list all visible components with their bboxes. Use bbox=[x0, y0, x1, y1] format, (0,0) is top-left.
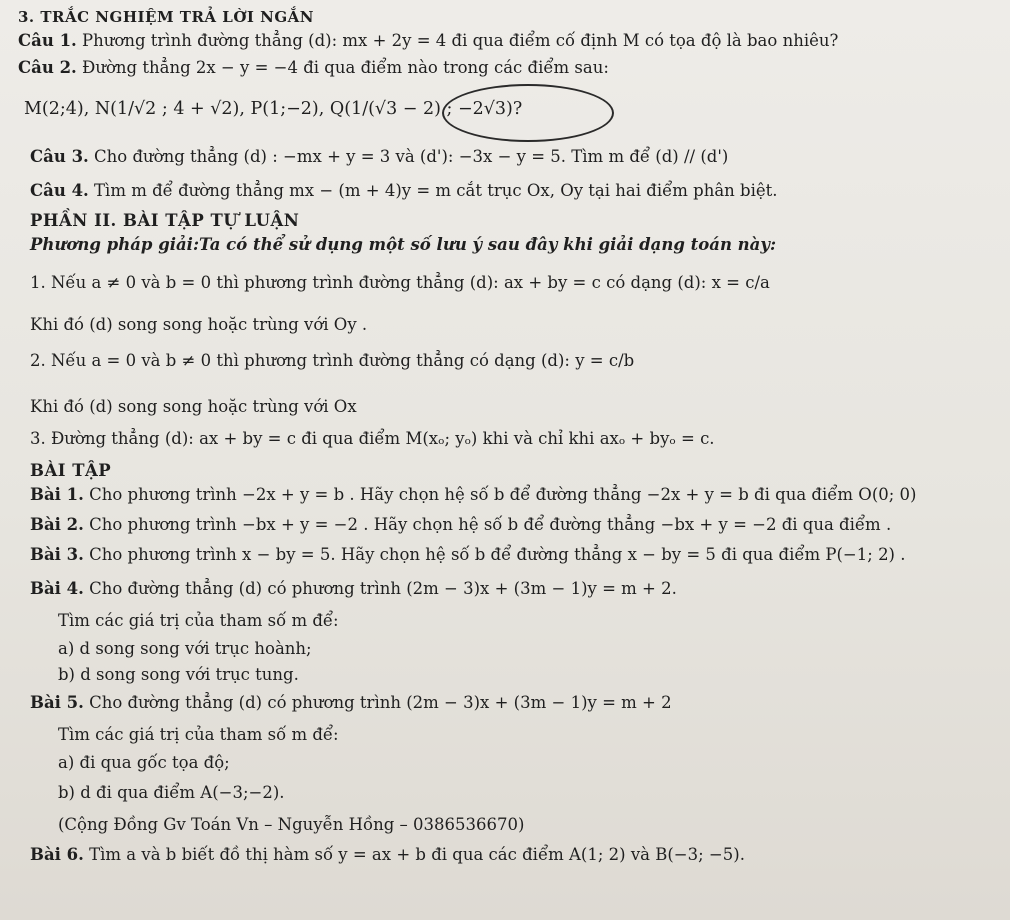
exercise-2 bbox=[30, 514, 891, 536]
part2-header: PHẦN II. BÀI TẬP TỰ LUẬN bbox=[30, 211, 300, 230]
exercise-header: BÀI TẬP bbox=[30, 461, 112, 480]
exercise-label: Bài 4. bbox=[30, 579, 84, 598]
question-3 bbox=[30, 146, 728, 168]
exercise-text: Cho đường thẳng (d) có phương trình (2m − 3)x + (3m − 1)y = m + 2. bbox=[89, 579, 677, 598]
question-label: Câu 3. bbox=[30, 147, 89, 166]
question-4 bbox=[30, 180, 778, 202]
exercise-5-part-b: b) d đi qua điểm A(−3;−2). bbox=[58, 783, 285, 802]
exercise-text: Cho phương trình x − by = 5. Hãy chọn hệ số b để đường thẳng x − by = 5 đi qua điểm P(−1; 2) . bbox=[89, 545, 906, 564]
question-text: Tìm m để đường thẳng mx − (m + 4)y = m cắt trục Ox, Oy tại hai điểm phân biệt. bbox=[94, 181, 778, 200]
exercise-label: Bài 1. bbox=[30, 485, 84, 504]
note-2-consequence: Khi đó (d) song song hoặc trùng với Ox bbox=[30, 397, 357, 416]
method-line bbox=[30, 234, 776, 256]
exercise-5-prompt: Tìm các giá trị của tham số m để: bbox=[58, 725, 339, 744]
handwritten-circle bbox=[442, 84, 614, 142]
exercise-label: Bài 3. bbox=[30, 545, 84, 564]
section-header: 3. TRẮC NGHIỆM TRẢ LỜI NGẮN bbox=[18, 8, 314, 26]
note-2: 2. Nếu a = 0 và b ≠ 0 thì phương trình đường thẳng có dạng (d): y = c/b bbox=[30, 351, 635, 370]
exercise-text: Cho đường thẳng (d) có phương trình (2m − 3)x + (3m − 1)y = m + 2 bbox=[89, 693, 672, 712]
exercise-text: Cho phương trình −2x + y = b . Hãy chọn hệ số b để đường thẳng −2x + y = b đi qua điểm O(0; 0) bbox=[89, 485, 917, 504]
source-credit: (Cộng Đồng Gv Toán Vn – Nguyễn Hồng – 0386536670) bbox=[58, 815, 525, 834]
question-text: Phương trình đường thẳng (d): mx + 2y = 4 đi qua điểm cố định M có tọa độ là bao nhiêu? bbox=[82, 31, 839, 50]
exercise-label: Bài 6. bbox=[30, 845, 84, 864]
method-label: Phương pháp giải: bbox=[30, 235, 200, 254]
question-1 bbox=[18, 30, 838, 52]
exercise-text: Tìm a và b biết đồ thị hàm số y = ax + b đi qua các điểm A(1; 2) và B(−3; −5). bbox=[89, 845, 745, 864]
exercise-6 bbox=[30, 844, 745, 866]
exercise-4 bbox=[30, 578, 677, 600]
exercise-3 bbox=[30, 544, 906, 566]
question-text: Đường thẳng 2x − y = −4 đi qua điểm nào trong các điểm sau: bbox=[82, 58, 609, 77]
question-label: Câu 1. bbox=[18, 31, 77, 50]
exercise-4-part-b: b) d song song với trục tung. bbox=[58, 665, 299, 684]
exercise-text: Cho phương trình −bx + y = −2 . Hãy chọn hệ số b để đường thẳng −bx + y = −2 đi qua điểm . bbox=[89, 515, 892, 534]
options-text: M(2;4), N(1/√2 ; 4 + √2), P(1;−2), Q(1/(√3 − 2) ; −2√3)? bbox=[24, 99, 523, 119]
note-1-consequence: Khi đó (d) song song hoặc trùng với Oy . bbox=[30, 315, 368, 334]
exercise-5 bbox=[30, 692, 672, 714]
exercise-4-part-a: a) d song song với trục hoành; bbox=[58, 639, 312, 658]
exercise-1 bbox=[30, 484, 917, 506]
question-text: Cho đường thẳng (d) : −mx + y = 3 và (d'): −3x − y = 5. Tìm m để (d) // (d') bbox=[94, 147, 729, 166]
question-label: Câu 4. bbox=[30, 181, 89, 200]
method-text: Ta có thể sử dụng một số lưu ý sau đây khi giải dạng toán này: bbox=[199, 235, 777, 254]
exercise-5-part-a: a) đi qua gốc tọa độ; bbox=[58, 753, 230, 772]
exercise-label: Bài 2. bbox=[30, 515, 84, 534]
question-2 bbox=[18, 57, 609, 79]
note-1: 1. Nếu a ≠ 0 và b = 0 thì phương trình đường thẳng (d): ax + by = c có dạng (d): x = c/a bbox=[30, 273, 770, 292]
question-label: Câu 2. bbox=[18, 58, 77, 77]
exercise-label: Bài 5. bbox=[30, 693, 84, 712]
note-3: 3. Đường thẳng (d): ax + by = c đi qua điểm M(xₒ; yₒ) khi và chỉ khi axₒ + byₒ = c. bbox=[30, 429, 715, 448]
exercise-4-prompt: Tìm các giá trị của tham số m để: bbox=[58, 611, 339, 630]
